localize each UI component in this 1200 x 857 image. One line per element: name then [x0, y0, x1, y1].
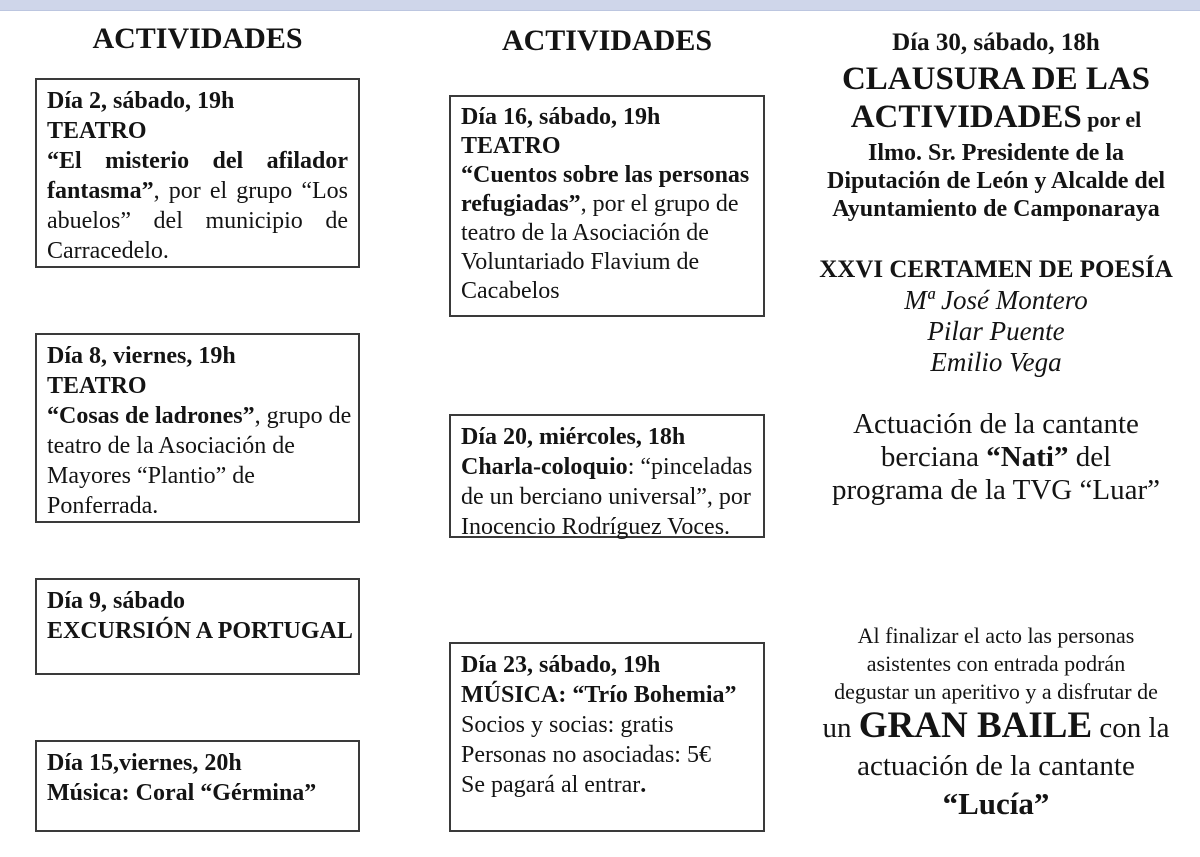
text-segment: actuación de la cantante — [857, 750, 1135, 782]
text-segment: . — [640, 772, 647, 798]
event-box-dia15 — [35, 740, 360, 832]
text-segment: Día 15,viernes, 20h — [47, 750, 242, 776]
text-segment: MÚSICA: “Trío Bohemia” — [461, 682, 737, 708]
text-segment: con la — [1092, 712, 1170, 744]
text-segment: asistentes con entrada podrán — [866, 651, 1126, 676]
text-line — [461, 710, 753, 740]
text-line — [47, 401, 352, 431]
event-box-dia2 — [35, 78, 360, 268]
text-segment: : “pinceladas — [627, 454, 753, 480]
text-line — [461, 103, 753, 132]
event-box-dia23 — [449, 642, 765, 832]
text-segment: “Cuentos sobre las personas — [461, 162, 750, 188]
event-box-dia8 — [35, 333, 360, 523]
text-segment: Carracedelo. — [47, 238, 169, 264]
text-segment: “Lucía” — [942, 786, 1050, 821]
event-box-dia9 — [35, 578, 360, 675]
text-line — [800, 285, 1192, 316]
text-segment: Socios y socias: gratis — [461, 712, 674, 738]
text-line — [800, 474, 1192, 507]
text-line — [461, 482, 753, 512]
text-segment: Personas no asociadas: 5€ — [461, 742, 711, 768]
text-segment: , por el grupo de — [580, 191, 739, 217]
text-line — [47, 206, 348, 236]
text-line — [800, 60, 1192, 98]
text-line — [461, 161, 753, 190]
text-line — [47, 586, 348, 616]
text-segment: Música: Coral “Gérmina” — [47, 780, 317, 806]
text-segment: , grupo de — [254, 403, 352, 429]
text-line — [47, 431, 348, 461]
text-segment: Ayuntamiento de Camponaraya — [832, 196, 1160, 222]
text-line — [800, 650, 1192, 678]
text-line — [800, 784, 1192, 824]
text-line — [461, 190, 753, 219]
text-segment: degustar un aperitivo y a disfrutar de — [834, 679, 1158, 704]
text-segment: Actuación de la cantante — [853, 408, 1139, 440]
text-line — [47, 116, 348, 146]
text-segment: berciana — [880, 441, 987, 473]
event-box-dia20 — [449, 414, 765, 538]
text-segment: Día 8, viernes, 19h — [47, 343, 236, 369]
text-line — [800, 748, 1192, 784]
text-line — [461, 219, 753, 248]
text-line — [47, 778, 348, 808]
page-top-band — [0, 0, 1200, 11]
text-line — [800, 255, 1192, 285]
text-line — [461, 740, 753, 770]
text-segment: “Nati” — [986, 441, 1069, 473]
text-segment: Día 30, sábado, 18h — [892, 29, 1100, 56]
text-line — [800, 139, 1192, 167]
text-line — [800, 441, 1192, 474]
text-line — [800, 167, 1192, 195]
text-line — [47, 176, 348, 206]
text-segment: teatro de la Asociación de — [47, 433, 295, 459]
text-segment: Inocencio Rodríguez Voces. — [461, 514, 731, 540]
text-segment: fantasma” — [47, 178, 154, 204]
column1-title: ACTIVIDADES — [92, 22, 303, 55]
text-segment: TEATRO — [47, 373, 147, 399]
text-line — [800, 195, 1192, 223]
text-segment: Día 23, sábado, 19h — [461, 652, 661, 678]
text-segment: Día 2, sábado, 19h — [47, 88, 235, 114]
text-line — [800, 98, 1192, 139]
text-segment: Pilar Puente — [927, 316, 1065, 346]
text-line — [47, 748, 348, 778]
text-segment: “El misterio del afilador — [47, 148, 348, 174]
text-segment: programa de la TVG “Luar” — [832, 474, 1160, 506]
text-line — [461, 132, 753, 161]
event-box-dia16 — [449, 95, 765, 317]
text-segment: ACTIVIDADES — [850, 99, 1082, 135]
text-line — [800, 26, 1192, 60]
text-line — [47, 86, 348, 116]
text-segment: EXCURSIÓN A PORTUGAL — [47, 618, 353, 644]
text-segment: , por el grupo “Los — [153, 178, 348, 204]
text-segment: Cacabelos — [461, 278, 560, 304]
text-line — [800, 678, 1192, 706]
text-segment: teatro de la Asociación de — [461, 220, 709, 246]
text-segment: Mª José Montero — [904, 285, 1088, 315]
text-line — [47, 236, 348, 266]
text-segment: del — [1068, 441, 1112, 473]
text-segment: Mayores “Plantio” de — [47, 463, 255, 489]
text-segment: XXVI CERTAMEN DE POESÍA — [819, 256, 1173, 283]
closing-column — [800, 26, 1192, 824]
text-segment: Diputación de León y Alcalde del — [826, 168, 1166, 194]
text-segment: abuelos” del municipio de — [47, 208, 348, 234]
text-segment: Ilmo. Sr. Presidente de la — [868, 140, 1124, 166]
text-line — [461, 452, 753, 482]
column2-title: ACTIVIDADES — [501, 24, 713, 57]
text-line — [47, 341, 348, 371]
text-segment: refugiadas” — [461, 191, 581, 217]
text-segment: Se pagará al entrar — [461, 772, 641, 798]
text-line — [461, 680, 753, 710]
text-segment: por el — [1081, 107, 1142, 132]
text-line — [461, 512, 753, 542]
text-segment: Día 16, sábado, 19h — [461, 104, 661, 130]
text-line — [47, 461, 348, 491]
text-segment: Charla-coloquio — [461, 454, 628, 480]
text-line — [461, 277, 753, 306]
text-line — [800, 316, 1192, 347]
text-line — [461, 770, 753, 800]
text-line — [800, 622, 1192, 650]
text-line — [800, 347, 1192, 378]
text-segment: “Cosas de ladrones” — [47, 403, 255, 429]
text-line — [47, 146, 348, 176]
text-segment: Al finalizar el acto las personas — [857, 623, 1135, 648]
text-line — [461, 422, 753, 452]
text-line — [461, 248, 753, 277]
text-segment: Emilio Vega — [930, 347, 1062, 377]
text-segment: Voluntariado Flavium de — [461, 249, 700, 275]
text-line — [47, 491, 348, 521]
text-segment: TEATRO — [461, 133, 561, 159]
text-segment: TEATRO — [47, 118, 147, 144]
text-line — [461, 650, 753, 680]
text-line — [800, 408, 1192, 441]
text-segment: GRAN BAILE — [858, 705, 1093, 746]
text-segment: CLAUSURA DE LAS — [841, 61, 1151, 97]
text-segment: un — [822, 712, 859, 744]
text-line — [47, 616, 353, 646]
text-segment: Ponferrada. — [47, 493, 159, 519]
text-line — [800, 706, 1192, 748]
text-segment: Día 9, sábado — [47, 588, 186, 614]
text-segment: de un berciano universal”, por — [461, 484, 751, 510]
text-segment: Día 20, miércoles, 18h — [461, 424, 686, 450]
text-line — [47, 371, 348, 401]
